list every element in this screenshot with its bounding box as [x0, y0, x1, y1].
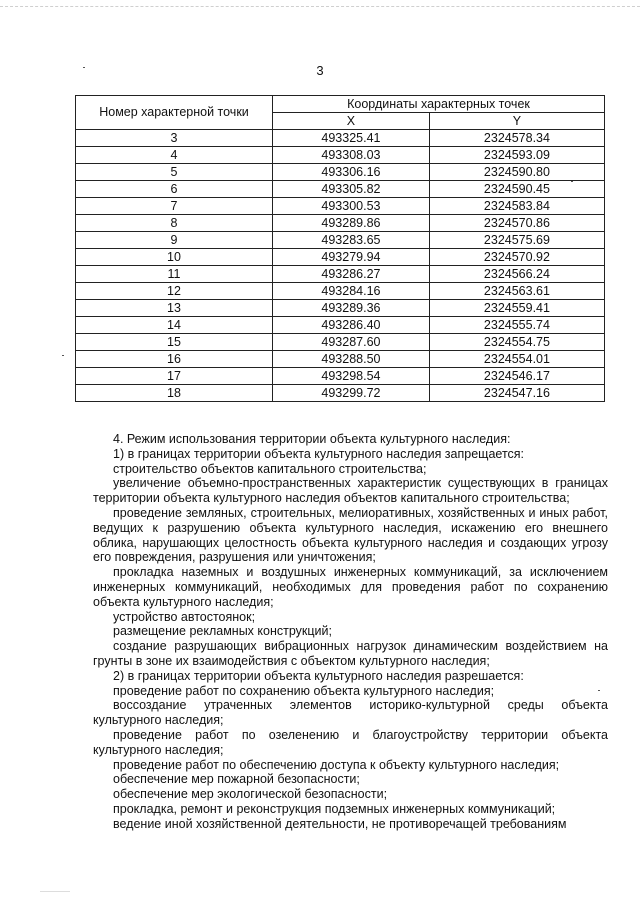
list-item: обеспечение мер пожарной безопасности;	[113, 772, 360, 787]
table-row	[76, 385, 605, 402]
table-row	[76, 232, 605, 249]
cell-point-number: 9	[76, 232, 273, 249]
cell-point-number: 3	[76, 130, 273, 147]
scan-edge-line	[0, 6, 640, 8]
cell-y: 2324547.16	[429, 385, 604, 402]
list-item: воссоздание утраченных элементов историко-культурной среды объекта культурного наследия;	[93, 698, 608, 728]
list-item: ведение иной хозяйственной деятельности, не противоречащей требованиям	[113, 816, 567, 831]
header-x: X	[273, 113, 430, 130]
cell-y: 2324583.84	[429, 198, 604, 215]
table-row	[76, 283, 605, 300]
table-row	[76, 249, 605, 266]
cell-y: 2324590.45	[429, 181, 604, 198]
scan-speck	[598, 690, 600, 691]
table-row	[76, 164, 605, 181]
cell-point-number: 4	[76, 147, 273, 164]
cell-point-number: 8	[76, 215, 273, 232]
cell-point-number: 5	[76, 164, 273, 181]
list-item: обеспечение мер экологической безопасности;	[113, 787, 388, 802]
cell-y: 2324546.17	[429, 368, 604, 385]
cell-x: 493289.36	[273, 300, 430, 317]
cell-y: 2324554.01	[429, 351, 604, 368]
cell-y: 2324575.69	[429, 232, 604, 249]
cell-x: 493287.60	[273, 334, 430, 351]
cell-point-number: 18	[76, 385, 273, 402]
table-row	[76, 351, 605, 368]
cell-point-number: 6	[76, 181, 273, 198]
prohibited-list	[93, 462, 608, 669]
table-row	[76, 147, 605, 164]
scan-speck	[83, 67, 85, 68]
cell-point-number: 15	[76, 334, 273, 351]
cell-x: 493284.16	[273, 283, 430, 300]
cell-x: 493308.03	[273, 147, 430, 164]
table-row	[76, 215, 605, 232]
cell-point-number: 17	[76, 368, 273, 385]
cell-y: 2324590.80	[429, 164, 604, 181]
regime-text	[93, 432, 608, 832]
cell-x: 493325.41	[273, 130, 430, 147]
list-item: прокладка, ремонт и реконструкция подземных инженерных коммуникаций;	[113, 801, 556, 816]
cell-y: 2324570.92	[429, 249, 604, 266]
cell-y: 2324570.86	[429, 215, 604, 232]
cell-y: 2324555.74	[429, 317, 604, 334]
cell-point-number: 14	[76, 317, 273, 334]
scan-speck	[62, 355, 64, 356]
cell-x: 493299.72	[273, 385, 430, 402]
scan-speck	[571, 181, 573, 182]
header-coordinates: Координаты характерных точек	[273, 96, 605, 113]
cell-x: 493286.27	[273, 266, 430, 283]
table-row	[76, 300, 605, 317]
cell-x: 493300.53	[273, 198, 430, 215]
allowed-intro: 2) в границах территории объекта культурного наследия разрешается:	[113, 668, 524, 683]
section-title: 4. Режим использования территории объекта культурного наследия:	[113, 432, 511, 446]
cell-point-number: 10	[76, 249, 273, 266]
cell-point-number: 12	[76, 283, 273, 300]
scan-speck	[40, 891, 70, 892]
cell-y: 2324563.61	[429, 283, 604, 300]
cell-x: 493298.54	[273, 368, 430, 385]
list-item: устройство автостоянок;	[113, 609, 256, 624]
cell-y: 2324593.09	[429, 147, 604, 164]
cell-x: 493288.50	[273, 351, 430, 368]
header-point-number: Номер характерной точки	[76, 96, 273, 130]
list-item: строительство объектов капитального строительства;	[113, 461, 427, 476]
header-y: Y	[429, 113, 604, 130]
list-item: проведение работ по обеспечению доступа к объекту культурного наследия;	[113, 757, 560, 772]
page-number: 3	[316, 63, 324, 78]
cell-x: 493286.40	[273, 317, 430, 334]
coordinates-table	[75, 95, 605, 402]
table-row	[76, 368, 605, 385]
cell-x: 493305.82	[273, 181, 430, 198]
list-item: проведение земляных, строительных, мелиоративных, хозяйственных и иных работ, ведущих к разрушению объекта культурного наследия, искажению его внешнего облика, нарушающих целостность объекта культурного наследия и создающих угрозу его повреждения, разрушения или уничтожения;	[93, 505, 608, 565]
cell-point-number: 11	[76, 266, 273, 283]
allowed-list	[93, 684, 608, 832]
cell-y: 2324578.34	[429, 130, 604, 147]
cell-point-number: 16	[76, 351, 273, 368]
cell-y: 2324566.24	[429, 266, 604, 283]
list-item: проведение работ по озеленению и благоустройству территории объекта культурного наследия;	[93, 727, 608, 757]
cell-x: 493283.65	[273, 232, 430, 249]
cell-y: 2324554.75	[429, 334, 604, 351]
list-item: проведение работ по сохранению объекта культурного наследия;	[113, 683, 495, 698]
table-row	[76, 334, 605, 351]
table-row	[76, 130, 605, 147]
table-row	[76, 266, 605, 283]
prohibited-intro: 1) в границах территории объекта культурного наследия запрещается:	[113, 446, 525, 461]
table-row	[76, 181, 605, 198]
list-item: создание разрушающих вибрационных нагрузок динамическим воздействием на грунты в зоне их взаимодействия с объектом культурного наследия;	[93, 639, 608, 668]
cell-point-number: 13	[76, 300, 273, 317]
list-item: увеличение объемно-пространственных характеристик существующих в границах территории объекта культурного наследия объектов капитального строительства;	[93, 476, 608, 506]
table-row	[76, 198, 605, 215]
cell-x: 493306.16	[273, 164, 430, 181]
cell-y: 2324559.41	[429, 300, 604, 317]
list-item: прокладка наземных и воздушных инженерных коммуникаций, за исключением инженерных коммуникаций, необходимых для проведения работ по сохранению объекта культурного наследия;	[93, 565, 608, 609]
cell-x: 493279.94	[273, 249, 430, 266]
cell-x: 493289.86	[273, 215, 430, 232]
table-row	[76, 317, 605, 334]
list-item: размещение рекламных конструкций;	[113, 624, 332, 639]
cell-point-number: 7	[76, 198, 273, 215]
